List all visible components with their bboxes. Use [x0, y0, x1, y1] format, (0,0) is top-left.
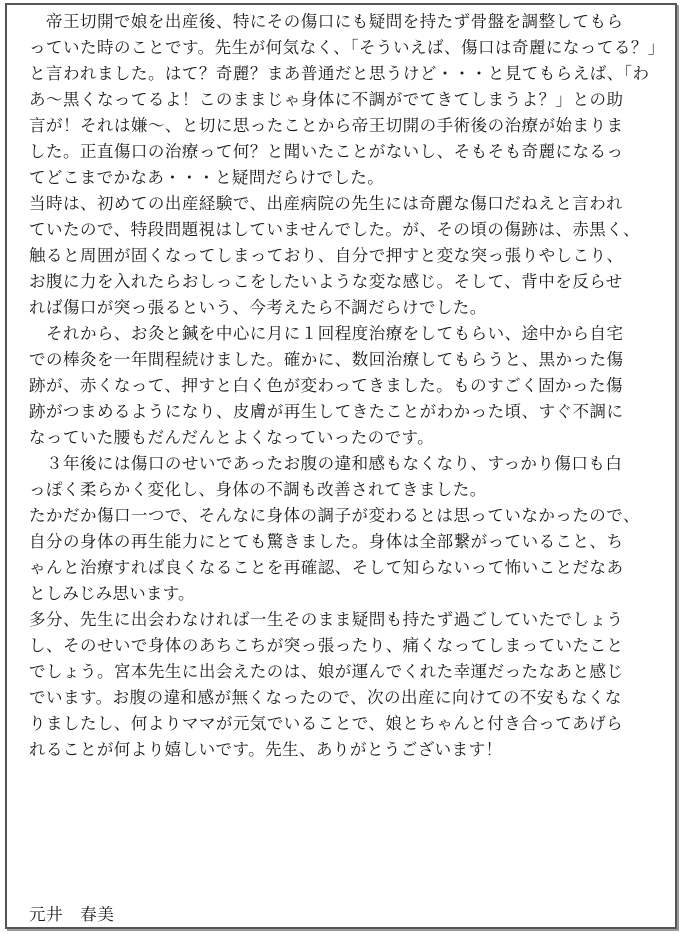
letter-line: ３年後には傷口のせいであったお腹の違和感もなくなり、すっかり傷口も白 — [29, 454, 623, 473]
letter-line: りましたし、何よりママが元気でいることで、娘とちゃんと付き合ってあげら — [29, 714, 624, 733]
letter-line: 跡が、赤くなって、押すと白く色が変わってきました。ものすごく固かった傷 — [29, 376, 624, 395]
letter-line: 自分の身体の再生能力にとても驚きました。身体は全部繋がっていること、ち — [29, 532, 624, 551]
letter-page — [5, 3, 677, 929]
letter-line: てどこまでかなあ・・・と疑問だらけでした。 — [29, 168, 385, 187]
letter-line: でいます。お腹の違和感が無くなったので、次の出産に向けての不安もなくな — [29, 688, 622, 707]
letter-line: でしょう。宮本先生に出会えたのは、娘が運んでくれた幸運だったなあと感じ — [29, 662, 624, 681]
letter-line: と言われました。はて？奇麗？まあ普通だと思うけど・・・と見てもらえば、「わ — [29, 64, 650, 83]
letter-line: し、そのせいで身体のあちこちが突っ張ったり、痛くなってしまっていたこと — [29, 636, 624, 655]
letter-line: 当時は、初めての出産経験で、出産病院の先生には奇麗な傷口だねえと言われ — [29, 194, 624, 213]
letter-line: 触ると周囲が固くなってしまっており、自分で押すと変な突っ張りやしこり、 — [29, 246, 624, 265]
letter-line: ていたので、特段問題視はしていませんでした。が、その頃の傷跡は、赤黒く、 — [29, 220, 640, 239]
letter-line: お腹に力を入れたらおしっこをしたいような変な感じ。そして、背中を反らせ — [29, 272, 623, 291]
letter-line: なっていた腰もだんだんとよくなっていったのです。 — [29, 428, 435, 447]
letter-line: 多分、先生に出会わなければ一生そのまま疑問も持たず過ごしていたでしょう — [29, 610, 624, 629]
letter-line: 帝王切開で娘を出産後、特にその傷口にも疑問を持たず骨盤を調整してもら — [29, 12, 624, 31]
letter-line: としみじみ思います。 — [29, 584, 195, 603]
letter-line: 言が！それは嫌〜、と切に思ったことから帝王切開の手術後の治療が始まりま — [29, 116, 624, 135]
letter-line: での棒灸を一年間程続けました。確かに、数回治療してもらうと、黒かった傷 — [29, 350, 624, 369]
letter-body — [29, 9, 669, 763]
author-signature: 元井 春美 — [29, 905, 115, 924]
letter-line: れば傷口が突っ張るという、今考えたら不調だらけでした。 — [29, 298, 487, 317]
letter-line: 跡がつまめるようになり、皮膚が再生してきたことがわかった頃、すぐ不調に — [29, 402, 624, 421]
letter-line: れることが何より嬉しいです。先生、ありがとうございます！ — [29, 740, 503, 759]
letter-line: それから、お灸と鍼を中心に月に１回程度治療をしてもらい、途中から自宅 — [29, 324, 624, 343]
letter-line: たかだか傷口一つで、そんなに身体の調子が変わるとは思っていなかったので、 — [29, 506, 640, 525]
letter-line: っていた時のことです。先生が何気なく、「そういえば、傷口は奇麗になってる？」 — [29, 38, 665, 57]
letter-line: ゃんと治療すれば良くなることを再確認、そして知らないって怖いことだなあ — [29, 558, 624, 577]
letter-line: っぽく柔らかく変化し、身体の不調も改善されてきました。 — [29, 480, 487, 499]
letter-line: あ〜黒くなってるよ！このままじゃ身体に不調がでてきてしまうよ？」との助 — [29, 90, 624, 109]
letter-line: した。正直傷口の治療って何？と聞いたことがないし、そもそも奇麗になるっ — [29, 142, 624, 161]
